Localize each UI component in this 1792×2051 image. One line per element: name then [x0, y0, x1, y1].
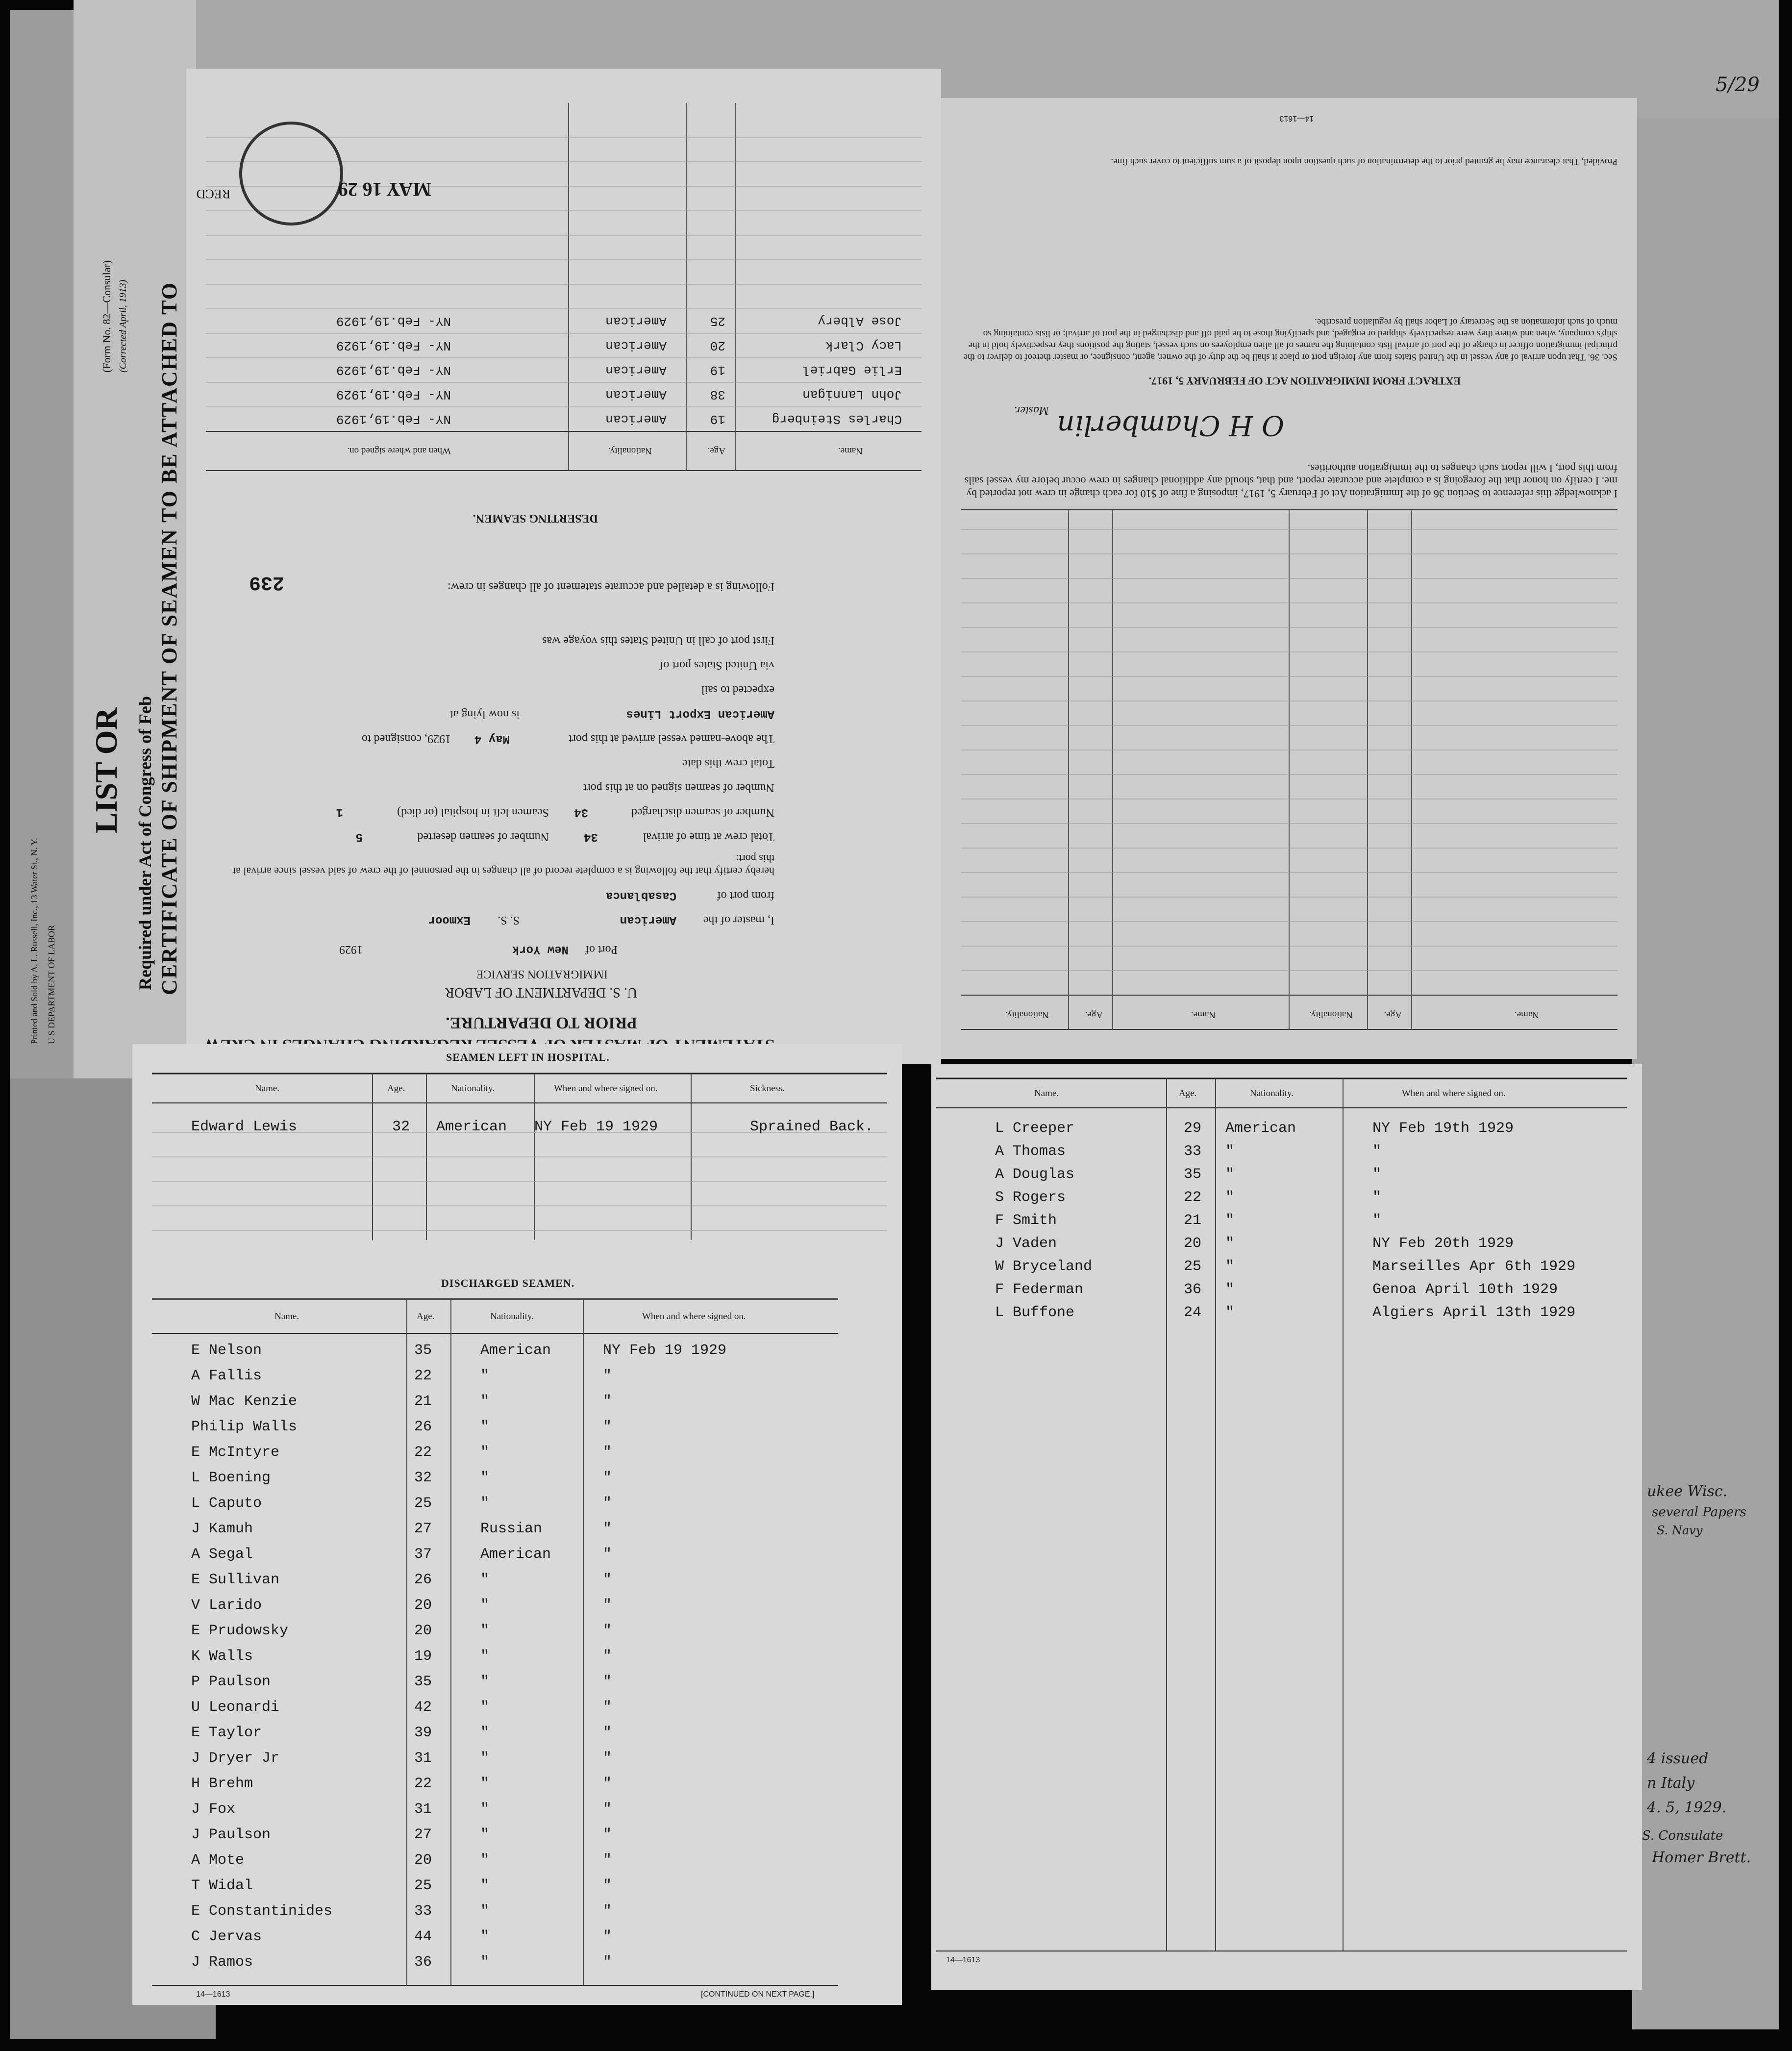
right-row-name: A Thomas — [995, 1143, 1066, 1160]
extract-col-name-2: Name. — [1191, 1009, 1216, 1020]
lying-label: is now lying at — [450, 708, 520, 721]
master-label: I, master of the — [703, 914, 774, 926]
right-row-when: NY Feb 20th 1929 — [1372, 1235, 1514, 1252]
continued-note: [CONTINUED ON NEXT PAGE.] — [701, 1990, 815, 1999]
discharged-row-age: 26 — [414, 1572, 432, 1588]
discharged-row-when: " — [603, 1801, 612, 1818]
discharged-row-name: E Sullivan — [191, 1572, 280, 1588]
extract-col-age-1: Age. — [1384, 1009, 1402, 1020]
discharged-row-when: " — [603, 1368, 612, 1384]
discharged-row-age: 42 — [414, 1699, 432, 1716]
discharged-col-age: Age. — [417, 1311, 435, 1322]
hospital-title: SEAMEN LEFT IN HOSPITAL. — [446, 1051, 610, 1063]
consignee: American Export Lines — [626, 707, 774, 721]
following-label: Following is a detailed and accurate statement of all changes in crew: — [447, 580, 774, 593]
discharged-row-age: 20 — [414, 1852, 432, 1869]
right-row-nationality: " — [1225, 1258, 1235, 1275]
deserting-col-age: Age. — [707, 446, 725, 456]
right-row-age: 29 — [1184, 1120, 1202, 1137]
discharged-row-nationality: " — [480, 1470, 490, 1486]
total-crew-value: 34 — [584, 830, 598, 843]
discharged-row-age: 21 — [414, 1393, 432, 1410]
discharged-row-when: " — [603, 1852, 612, 1869]
discharged-row-name: A Fallis — [191, 1368, 262, 1384]
discharged-row-nationality: " — [480, 1393, 490, 1410]
discharged-row-age: 35 — [414, 1342, 432, 1359]
margin-note-6: 4. 5, 1929. — [1647, 1799, 1727, 1816]
arrived-date: May 4 — [474, 732, 510, 745]
right-col-nationality: Nationality. — [1250, 1088, 1294, 1099]
right-row-when: NY Feb 19th 1929 — [1372, 1120, 1514, 1137]
right-row-name: A Douglas — [995, 1166, 1075, 1183]
discharged-row-name: E Nelson — [191, 1342, 262, 1359]
discharged-row-name: W Mac Kenzie — [191, 1393, 298, 1410]
right-row-when: " — [1372, 1212, 1382, 1229]
certificate-title: CERTIFICATE OF SHIPMENT OF SEAMEN TO BE ATTACHED TO — [157, 282, 181, 995]
right-row-nationality: " — [1225, 1143, 1235, 1160]
extract-col-nationality-1: Nationality. — [1309, 1009, 1353, 1020]
statement-title-line2: PRIOR TO DEPARTURE. — [446, 1014, 637, 1032]
deserting-row-when: NY- Feb.19,1929 — [336, 387, 451, 402]
right-row-age: 24 — [1184, 1304, 1202, 1321]
discharged-row-name: E Prudowsky — [191, 1623, 289, 1639]
extract-col-nationality-2: Nationality. — [1005, 1009, 1049, 1020]
discharged-row-nationality: " — [480, 1648, 490, 1665]
hospital-value: 1 — [336, 805, 343, 819]
deserting-row-age: 38 — [710, 387, 725, 402]
ss-label: S. S. — [498, 914, 520, 926]
discharged-row-age: 27 — [414, 1521, 432, 1537]
statement-dept: U. S. DEPARTMENT OF LABOR — [445, 985, 637, 1000]
discharged-row-nationality: " — [480, 1572, 490, 1588]
lower-right-form-code: 14—1613 — [946, 1956, 980, 1964]
right-row-age: 25 — [1184, 1258, 1202, 1275]
discharged-row-nationality: " — [480, 1368, 490, 1384]
discharged-row-when: " — [603, 1826, 612, 1843]
list-or-heading: LIST OR — [89, 707, 124, 833]
discharged-row-name: E Taylor — [191, 1725, 262, 1741]
margin-note-5: n Italy — [1647, 1775, 1695, 1792]
right-row-age: 35 — [1184, 1166, 1202, 1183]
deserting-seamen-title: DESERTING SEAMEN. — [473, 512, 598, 525]
discharged-row-when: " — [603, 1444, 612, 1461]
right-col-when: When and where signed on. — [1402, 1088, 1506, 1099]
deserting-row-when: NY- Feb.19,1929 — [336, 338, 451, 353]
extract-master-label: Master. — [1014, 404, 1049, 417]
margin-note-3: S. Navy — [1657, 1524, 1703, 1537]
discharged-row-age: 44 — [414, 1928, 432, 1945]
discharged-row-when: " — [603, 1776, 612, 1792]
from-port-label: from port of — [717, 889, 774, 902]
right-row-name: W Bryceland — [995, 1258, 1093, 1275]
discharged-row-nationality: " — [480, 1623, 490, 1639]
via-label: via United States port of — [659, 659, 774, 672]
discharged-row-nationality: " — [480, 1954, 490, 1971]
deserting-row-age: 25 — [710, 314, 725, 328]
discharged-row-age: 25 — [414, 1877, 432, 1894]
top-right-note: 5/29 — [1716, 74, 1760, 96]
right-row-when: " — [1372, 1143, 1382, 1160]
discharged-row-when: " — [603, 1928, 612, 1945]
discharged-row-age: 32 — [414, 1470, 432, 1486]
discharged-row-nationality: Russian — [480, 1521, 543, 1537]
right-row-nationality: " — [1225, 1235, 1235, 1252]
right-col-name: Name. — [1034, 1088, 1059, 1099]
hospital-label: Seamen left in hospital (or died) — [397, 806, 549, 819]
discharged-row-when: " — [603, 1419, 612, 1435]
certificate-corrected: (Corrected April, 1913) — [118, 279, 128, 373]
hospital-row-when: NY Feb 19 1929 — [534, 1119, 658, 1135]
right-row-nationality: " — [1225, 1212, 1235, 1229]
discharged-row-nationality: " — [480, 1699, 490, 1716]
discharged-row-age: 37 — [414, 1546, 432, 1563]
discharged-row-name: J Ramos — [191, 1954, 253, 1971]
extract-title: EXTRACT FROM IMMIGRATION ACT OF FEBRUARY 5, 1917. — [1148, 375, 1461, 387]
from-port-value: Casablanca — [605, 889, 676, 902]
right-row-name: L Buffone — [995, 1304, 1075, 1321]
statement-sheet — [186, 69, 941, 1064]
deserting-col-when: When and where signed on. — [347, 446, 451, 456]
discharged-row-name: J Fox — [191, 1801, 236, 1818]
discharged-row-nationality: " — [480, 1419, 490, 1435]
first-port-label: First port of call in United States this voyage was — [542, 634, 774, 647]
discharged-row-name: E McIntyre — [191, 1444, 280, 1461]
deserting-row-name: John Lannigan — [802, 387, 902, 402]
lower-left-form-code: 14—1613 — [196, 1990, 230, 1999]
margin-note-4: 4 issued — [1647, 1750, 1709, 1767]
printer-credit: Printed and Sold by A. L. Russell, Inc., 13 Water St., N. Y. — [29, 838, 39, 1044]
right-row-when: Algiers April 13th 1929 — [1372, 1304, 1576, 1321]
discharged-row-when: " — [603, 1903, 612, 1920]
discharged-row-age: 35 — [414, 1674, 432, 1690]
hospital-col-when: When and where signed on. — [554, 1083, 658, 1094]
consigned-label: 1929, consigned to — [362, 732, 451, 745]
deserted-label: Number of seamen deserted — [417, 830, 549, 843]
right-row-name: F Smith — [995, 1212, 1057, 1229]
discharged-row-age: 22 — [414, 1444, 432, 1461]
total-crew-label: Total crew at time of arrival — [643, 830, 774, 843]
vessel-name: Exmoor — [428, 913, 471, 926]
margin-note-2: several Papers — [1652, 1505, 1746, 1520]
discharged-row-nationality: American — [480, 1546, 551, 1563]
deserting-row-when: NY- Feb.19,1929 — [336, 314, 451, 328]
deserting-row-name: Lacy Clark — [825, 338, 902, 353]
port-label: Port of — [585, 943, 618, 956]
deserting-row-nationality: American — [605, 314, 667, 328]
vessel-nationality: American — [620, 913, 676, 926]
discharged-row-when: " — [603, 1623, 612, 1639]
right-row-nationality: " — [1225, 1166, 1235, 1183]
discharged-row-name: A Segal — [191, 1546, 253, 1563]
extract-col-name-1: Name. — [1514, 1009, 1539, 1020]
discharged-row-nationality: " — [480, 1801, 490, 1818]
deserting-row-age: 19 — [710, 363, 725, 377]
discharged-row-when: " — [603, 1725, 612, 1741]
right-row-name: L Creeper — [995, 1120, 1075, 1137]
right-row-name: J Vaden — [995, 1235, 1057, 1252]
deserting-row-when: NY- Feb.19,1929 — [336, 412, 451, 426]
arrived-label: The above-named vessel arrived at this port — [569, 732, 774, 745]
right-row-when: " — [1372, 1166, 1382, 1183]
discharged-col-nationality: Nationality. — [490, 1311, 534, 1322]
margin-note-8: Homer Brett. — [1652, 1849, 1751, 1866]
discharged-row-age: 39 — [414, 1725, 432, 1741]
hospital-col-sickness: Sickness. — [750, 1083, 785, 1094]
extract-section-text: Sec. 36. That upon arrival of any vessel in the United States from any foreign port or place it shall be the duty of the owner, agent, consignee, or master thereof to deliver to the principal immigration officer in charge of the port of arrival lists containing the names of all alien employees on such vessel, stating the positions they respectively hold in the ship's company, when and where they were respectively shipped or engaged, and specifying those to be paid off and discharged in the port of arrival; or lists containing so much of such information as the Secretary of Labor shall by regulation prescribe. — [963, 317, 1618, 362]
discharged-row-name: H Brehm — [191, 1776, 253, 1792]
discharged-row-name: L Caputo — [191, 1495, 262, 1512]
extract-sheet — [941, 98, 1637, 1059]
right-row-when: " — [1372, 1189, 1382, 1206]
right-row-nationality: " — [1225, 1304, 1235, 1321]
right-row-when: Genoa April 10th 1929 — [1372, 1281, 1558, 1298]
discharged-row-nationality: " — [480, 1877, 490, 1894]
deserted-value: 5 — [355, 830, 363, 843]
discharged-row-name: A Mote — [191, 1852, 245, 1869]
deserting-row-when: NY- Feb.19,1929 — [336, 363, 451, 377]
discharged-row-when: " — [603, 1597, 612, 1614]
right-row-age: 36 — [1184, 1281, 1202, 1298]
deserting-row-age: 20 — [710, 338, 725, 353]
hospital-row-name: Edward Lewis — [191, 1119, 298, 1135]
discharged-row-name: Philip Walls — [191, 1419, 298, 1435]
required-under-act: Required under Act of Congress of Feb — [135, 696, 155, 990]
discharged-row-name: T Widal — [191, 1877, 253, 1894]
discharged-row-age: 19 — [414, 1648, 432, 1665]
discharged-row-age: 31 — [414, 1750, 432, 1767]
right-row-age: 21 — [1184, 1212, 1202, 1229]
extract-grid — [941, 98, 1637, 1059]
right-row-age: 20 — [1184, 1235, 1202, 1252]
discharged-col-when: When and where signed on. — [642, 1311, 746, 1322]
deserting-row-nationality: American — [605, 363, 667, 377]
margin-note-7: S. Consulate — [1642, 1828, 1723, 1843]
discharged-row-nationality: " — [480, 1750, 490, 1767]
signed-on-label: Number of seamen signed on at this port — [583, 781, 774, 794]
discharged-row-when: " — [603, 1546, 612, 1563]
right-row-name: F Federman — [995, 1281, 1084, 1298]
recd-stamp — [239, 122, 343, 225]
total-crew-date-label: Total crew this date — [682, 757, 774, 770]
discharged-row-age: 36 — [414, 1954, 432, 1971]
deserting-row-name: Erlie Gabriel — [802, 363, 902, 377]
discharged-row-nationality: " — [480, 1495, 490, 1512]
right-row-age: 22 — [1184, 1189, 1202, 1206]
statement-sheet-rotated — [186, 69, 941, 1064]
background-sheet-right — [1632, 118, 1779, 2029]
discharged-row-when: " — [603, 1572, 612, 1588]
hospital-col-age: Age. — [387, 1083, 405, 1094]
discharged-row-when: " — [603, 1954, 612, 1971]
lower-left-sheet — [132, 1044, 902, 2005]
port-value: New York — [512, 943, 569, 956]
discharged-row-when: " — [603, 1470, 612, 1486]
discharged-row-when: " — [603, 1877, 612, 1894]
acknowledge-text: I acknowledge this reference to Section 36 of the Immigration Act of February 5, 1917, imposing a fine of $10 for each change in crew not reported by me. I certify on honor that the foregoing is a complete and accurate report, and that, should any additional changes in crew occur before my vessel sails from this port, I will report such changes to the immigration authorities. — [964, 462, 1618, 500]
certify-text: hereby certify that the following is a complete record of all changes in the personnel of the crew of said vessel since arrival at this port: — [232, 852, 774, 877]
right-row-age: 33 — [1184, 1143, 1202, 1160]
discharged-row-nationality: " — [480, 1597, 490, 1614]
lower-right-sheet — [931, 1064, 1642, 1990]
statement-year: 1929 — [339, 943, 363, 956]
right-row-nationality: American — [1225, 1120, 1296, 1137]
deserting-row-nationality: American — [605, 387, 667, 402]
discharged-row-name: J Paulson — [191, 1826, 271, 1843]
dept-of-labor-label: U S DEPARTMENT OF LABOR — [47, 925, 56, 1044]
discharged-row-nationality: " — [480, 1928, 490, 1945]
deserting-col-name: Name. — [838, 446, 863, 456]
recd-label: RECD — [196, 187, 230, 201]
deserting-row-nationality: American — [605, 412, 667, 426]
discharged-row-age: 22 — [414, 1368, 432, 1384]
deserting-row-nationality: American — [605, 338, 667, 353]
deserting-row-name: Charles Steinberg — [772, 412, 902, 426]
discharged-value: 34 — [574, 805, 588, 819]
deserting-row-name: Jose Albery — [818, 314, 902, 328]
discharged-row-name: J Dryer Jr — [191, 1750, 280, 1767]
extract-col-age-2: Age. — [1085, 1009, 1103, 1020]
stamp-date: MAY 16 29 — [338, 178, 431, 200]
discharged-row-name: E Constantinides — [191, 1903, 333, 1920]
discharged-row-nationality: " — [480, 1776, 490, 1792]
record-number: 239 — [249, 571, 284, 593]
hospital-col-name: Name. — [255, 1083, 280, 1094]
discharged-row-nationality: American — [480, 1342, 551, 1359]
discharged-row-age: 26 — [414, 1419, 432, 1435]
discharged-row-nationality: " — [480, 1903, 490, 1920]
hospital-col-nationality: Nationality. — [451, 1083, 495, 1094]
discharged-row-age: 20 — [414, 1597, 432, 1614]
discharged-row-nationality: " — [480, 1852, 490, 1869]
discharged-row-age: 33 — [414, 1903, 432, 1920]
right-row-nationality: " — [1225, 1281, 1235, 1298]
discharged-row-age: 27 — [414, 1826, 432, 1843]
discharged-row-name: L Boening — [191, 1470, 271, 1486]
right-row-nationality: " — [1225, 1189, 1235, 1206]
discharged-row-age: 20 — [414, 1623, 432, 1639]
right-row-when: Marseilles Apr 6th 1929 — [1372, 1258, 1576, 1275]
discharged-row-name: U Leonardi — [191, 1699, 280, 1716]
right-row-name: S Rogers — [995, 1189, 1066, 1206]
deserting-col-nationality: Nationality. — [608, 446, 652, 456]
extract-sheet-rotated — [941, 98, 1637, 1059]
discharged-row-when: " — [603, 1648, 612, 1665]
margin-note-1: ukee Wisc. — [1647, 1483, 1728, 1500]
discharged-row-age: 31 — [414, 1801, 432, 1818]
discharged-row-name: K Walls — [191, 1648, 253, 1665]
discharged-row-when: NY Feb 19 1929 — [603, 1342, 727, 1359]
discharged-row-nationality: " — [480, 1826, 490, 1843]
master-signature: O H Chamberlin — [1057, 409, 1284, 441]
discharged-row-when: " — [603, 1699, 612, 1716]
discharged-row-name: J Kamuh — [191, 1521, 253, 1537]
discharged-row-nationality: " — [480, 1725, 490, 1741]
discharged-col-name: Name. — [274, 1311, 299, 1322]
discharged-title: DISCHARGED SEAMEN. — [441, 1277, 575, 1289]
discharged-row-name: V Larido — [191, 1597, 262, 1614]
discharged-row-name: C Jervas — [191, 1928, 262, 1945]
discharged-row-when: " — [603, 1393, 612, 1410]
discharged-row-age: 25 — [414, 1495, 432, 1512]
hospital-row-sickness: Sprained Back. — [750, 1119, 874, 1135]
discharged-row-when: " — [603, 1495, 612, 1512]
hospital-row-nationality: American — [436, 1119, 507, 1135]
discharged-row-nationality: " — [480, 1674, 490, 1690]
discharged-row-age: 22 — [414, 1776, 432, 1792]
discharged-row-when: " — [603, 1521, 612, 1537]
statement-service: IMMIGRATION SERVICE — [476, 968, 608, 980]
discharged-row-nationality: " — [480, 1444, 490, 1461]
discharged-label: Number of seamen discharged — [631, 806, 774, 819]
extract-form-code: 14—1613 — [1279, 114, 1314, 123]
deserting-row-age: 19 — [710, 412, 725, 426]
hospital-row-age: 32 — [392, 1119, 410, 1135]
discharged-row-when: " — [603, 1750, 612, 1767]
expected-label: expected to sail — [701, 683, 774, 696]
extract-proviso: Provided, That clearance may be granted prior to the determination of such question upon deposit of a sum sufficient to cover such fine. — [1111, 156, 1618, 167]
right-col-age: Age. — [1179, 1088, 1197, 1099]
discharged-row-when: " — [603, 1674, 612, 1690]
discharged-row-name: P Paulson — [191, 1674, 271, 1690]
certificate-form-number: (Form No. 82—Consular) — [100, 260, 113, 373]
